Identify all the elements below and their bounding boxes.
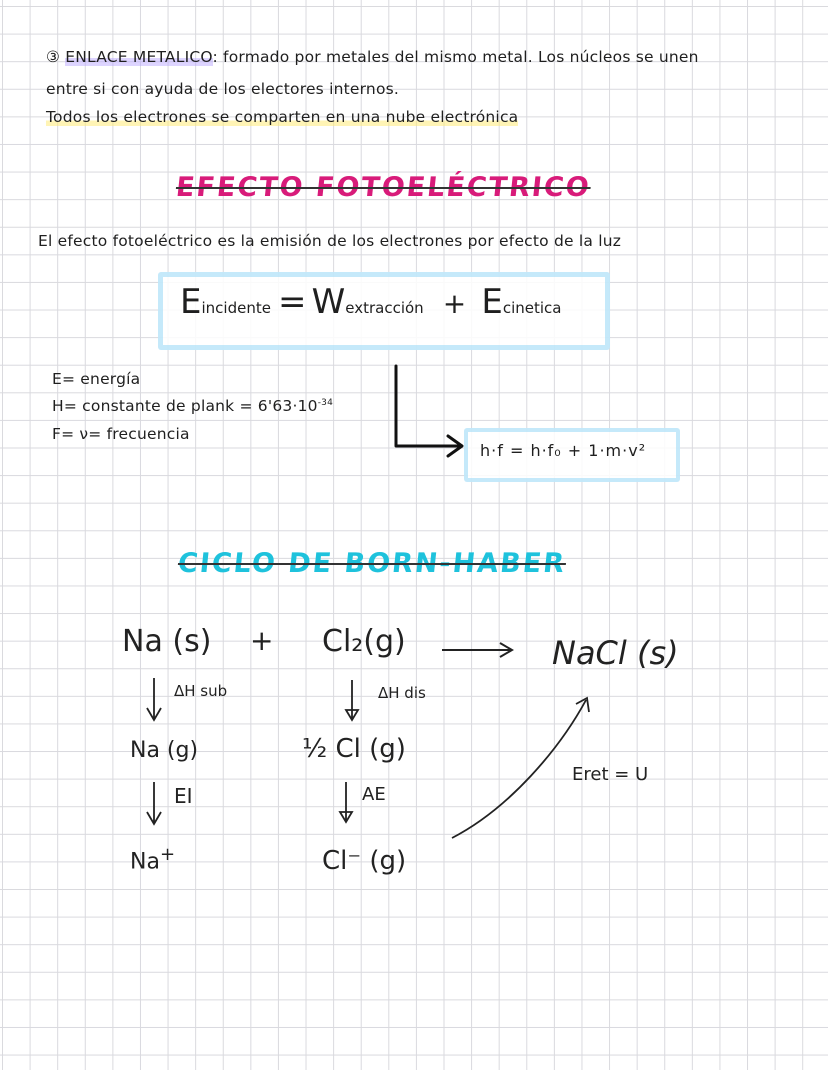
einstein-equation — [180, 282, 561, 332]
electron-affinity: AE — [362, 784, 386, 805]
cl-anion: Cl⁻ (g) — [322, 846, 407, 876]
legend-planck-exponent: -34 — [317, 397, 334, 408]
eq-kinetic-sub: cinetica — [502, 299, 562, 317]
photoelectric-definition: El efecto fotoeléctrico es la emisión de los electrones por efecto de la luz — [38, 232, 622, 250]
eq-plus: + — [442, 287, 467, 320]
eq-kinetic-symbol: E — [481, 282, 503, 322]
legend-planck — [52, 397, 333, 415]
eq-work-symbol: W — [311, 282, 346, 322]
eq-equals: = — [278, 282, 307, 322]
section-number: ③ — [46, 48, 61, 66]
plus-sign: + — [250, 624, 274, 657]
metallic-bond-text-1: : formado por metales del mismo metal. Los núcleos se unen — [212, 48, 699, 66]
down-arrow-icon — [336, 780, 356, 826]
photon-equation: h·f = h·f₀ + 1·m·v² — [480, 441, 647, 460]
half-cl-gas: ½ Cl (g) — [302, 734, 406, 764]
photoelectric-title: EFECTO FOTOELÉCTRICO — [174, 172, 593, 203]
eq-energy-symbol: E — [180, 282, 202, 322]
born-haber-title: CICLO DE BORN-HABER — [176, 548, 568, 579]
na-cation — [130, 844, 175, 874]
right-arrow-icon — [380, 360, 470, 460]
eq-energy-sub: incidente — [201, 299, 271, 317]
na-gas: Na (g) — [130, 738, 199, 763]
legend-energy: E= energía — [52, 370, 141, 388]
down-arrow-icon — [342, 678, 362, 724]
lattice-energy: Eret = U — [572, 764, 649, 785]
ionization-energy: EI — [174, 784, 193, 808]
metallic-bond-line-1 — [46, 48, 699, 66]
eq-work-sub: extracción — [345, 299, 424, 317]
metallic-bond-title: ENLACE METALICO — [65, 48, 213, 66]
cl2-gas: Cl₂(g) — [322, 624, 406, 659]
metallic-bond-line-2: entre si con ayuda de los electores internos. — [46, 80, 400, 98]
na-solid: Na (s) — [122, 624, 212, 659]
down-arrow-icon — [144, 780, 164, 826]
legend-planck-text: H= constante de plank = 6'63·10 — [52, 397, 318, 415]
na-cation-charge: + — [159, 844, 176, 865]
enthalpy-dissociation: ΔH dis — [378, 684, 426, 702]
down-arrow-icon — [144, 676, 164, 722]
nacl-solid: NaCl (s) — [552, 634, 679, 672]
reaction-arrow-icon — [440, 640, 516, 660]
metallic-bond-line-3: Todos los electrones se comparten en una nube electrónica — [46, 108, 519, 126]
enthalpy-sublimation: ΔH sub — [174, 682, 228, 700]
na-cation-symbol: Na — [130, 849, 160, 875]
legend-frequency: F= ν= frecuencia — [52, 425, 190, 443]
